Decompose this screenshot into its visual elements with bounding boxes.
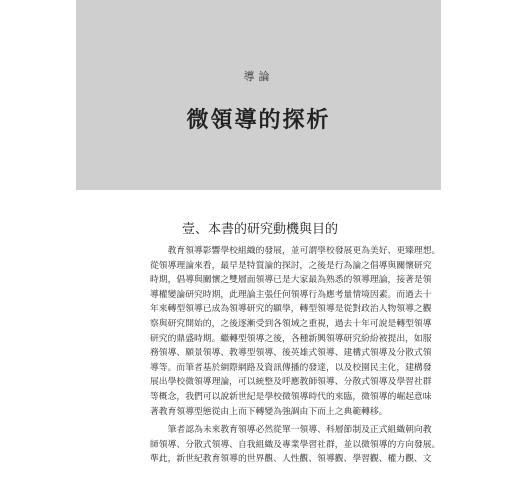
text-line: 導等。而筆者基於網際網路及資訊傳播的發達，以及校園民主化，建構發	[150, 362, 432, 373]
text-line: 著教育領導型態從由上而下轉變為強調由下而上之典範轉移。	[150, 406, 388, 417]
chapter-kicker: 導論	[243, 70, 274, 83]
text-line: 準此，新世紀教育領導的世界觀、人性觀、領導觀、學習觀、權力觀、文	[150, 454, 432, 465]
text-line: 從領導理論來看，最早是特質論的探討，之後是行為論之倡導與關懷研究	[150, 260, 432, 271]
text-line: 研究的鼎盛時期。繼轉型領導之後，各種新興領導研究紛紛被提出，如服	[150, 333, 432, 344]
body-text	[150, 244, 450, 467]
text-line: 師領導、分散式領導、自我組織及專業學習社群，並以微領導的方向發展。	[150, 439, 441, 450]
paragraph	[150, 423, 450, 467]
text-line: 年來轉型領導已成為領導研究的顯學，轉型領導是從對政治人物領導之觀	[150, 304, 432, 315]
section-heading: 壹、本書的研究動機與目的	[181, 222, 338, 237]
chapter-title: 微領導的探析	[186, 108, 331, 133]
text-line: 時期，倡導與關懷之雙層面領導已是大家最為熟悉的領導理論，接著是領	[150, 275, 432, 286]
paragraph	[150, 244, 450, 419]
text-line: 務領導、願景領導、教導型領導、後英雄式領導、建構式領導及分散式領	[150, 348, 432, 359]
text-line: 等概念，我們可以說新世紀是學校微領導時代的來臨，微領導的崛起意味	[150, 391, 432, 402]
text-line: 察與研究開始的，之後逐漸受到各領域之重視，過去十年可說是轉型領導	[150, 318, 432, 329]
text-line: 展出學校微領導理論，可以統整及呼應教師領導、分散式領導及學習社群	[150, 377, 432, 388]
text-line: 教育領導影響學校組織的發展，並可謂學校發展更為美好、更臻理想。	[150, 246, 441, 256]
chapter-header-band	[76, 0, 441, 190]
text-line: 筆者認為未來教育領導必然從單一領導、科層節制及正式組織朝向教	[150, 425, 432, 436]
text-line: 導權變論研究時期，此理論主張任何領導行為應考量情境因素。而過去十	[150, 289, 432, 300]
